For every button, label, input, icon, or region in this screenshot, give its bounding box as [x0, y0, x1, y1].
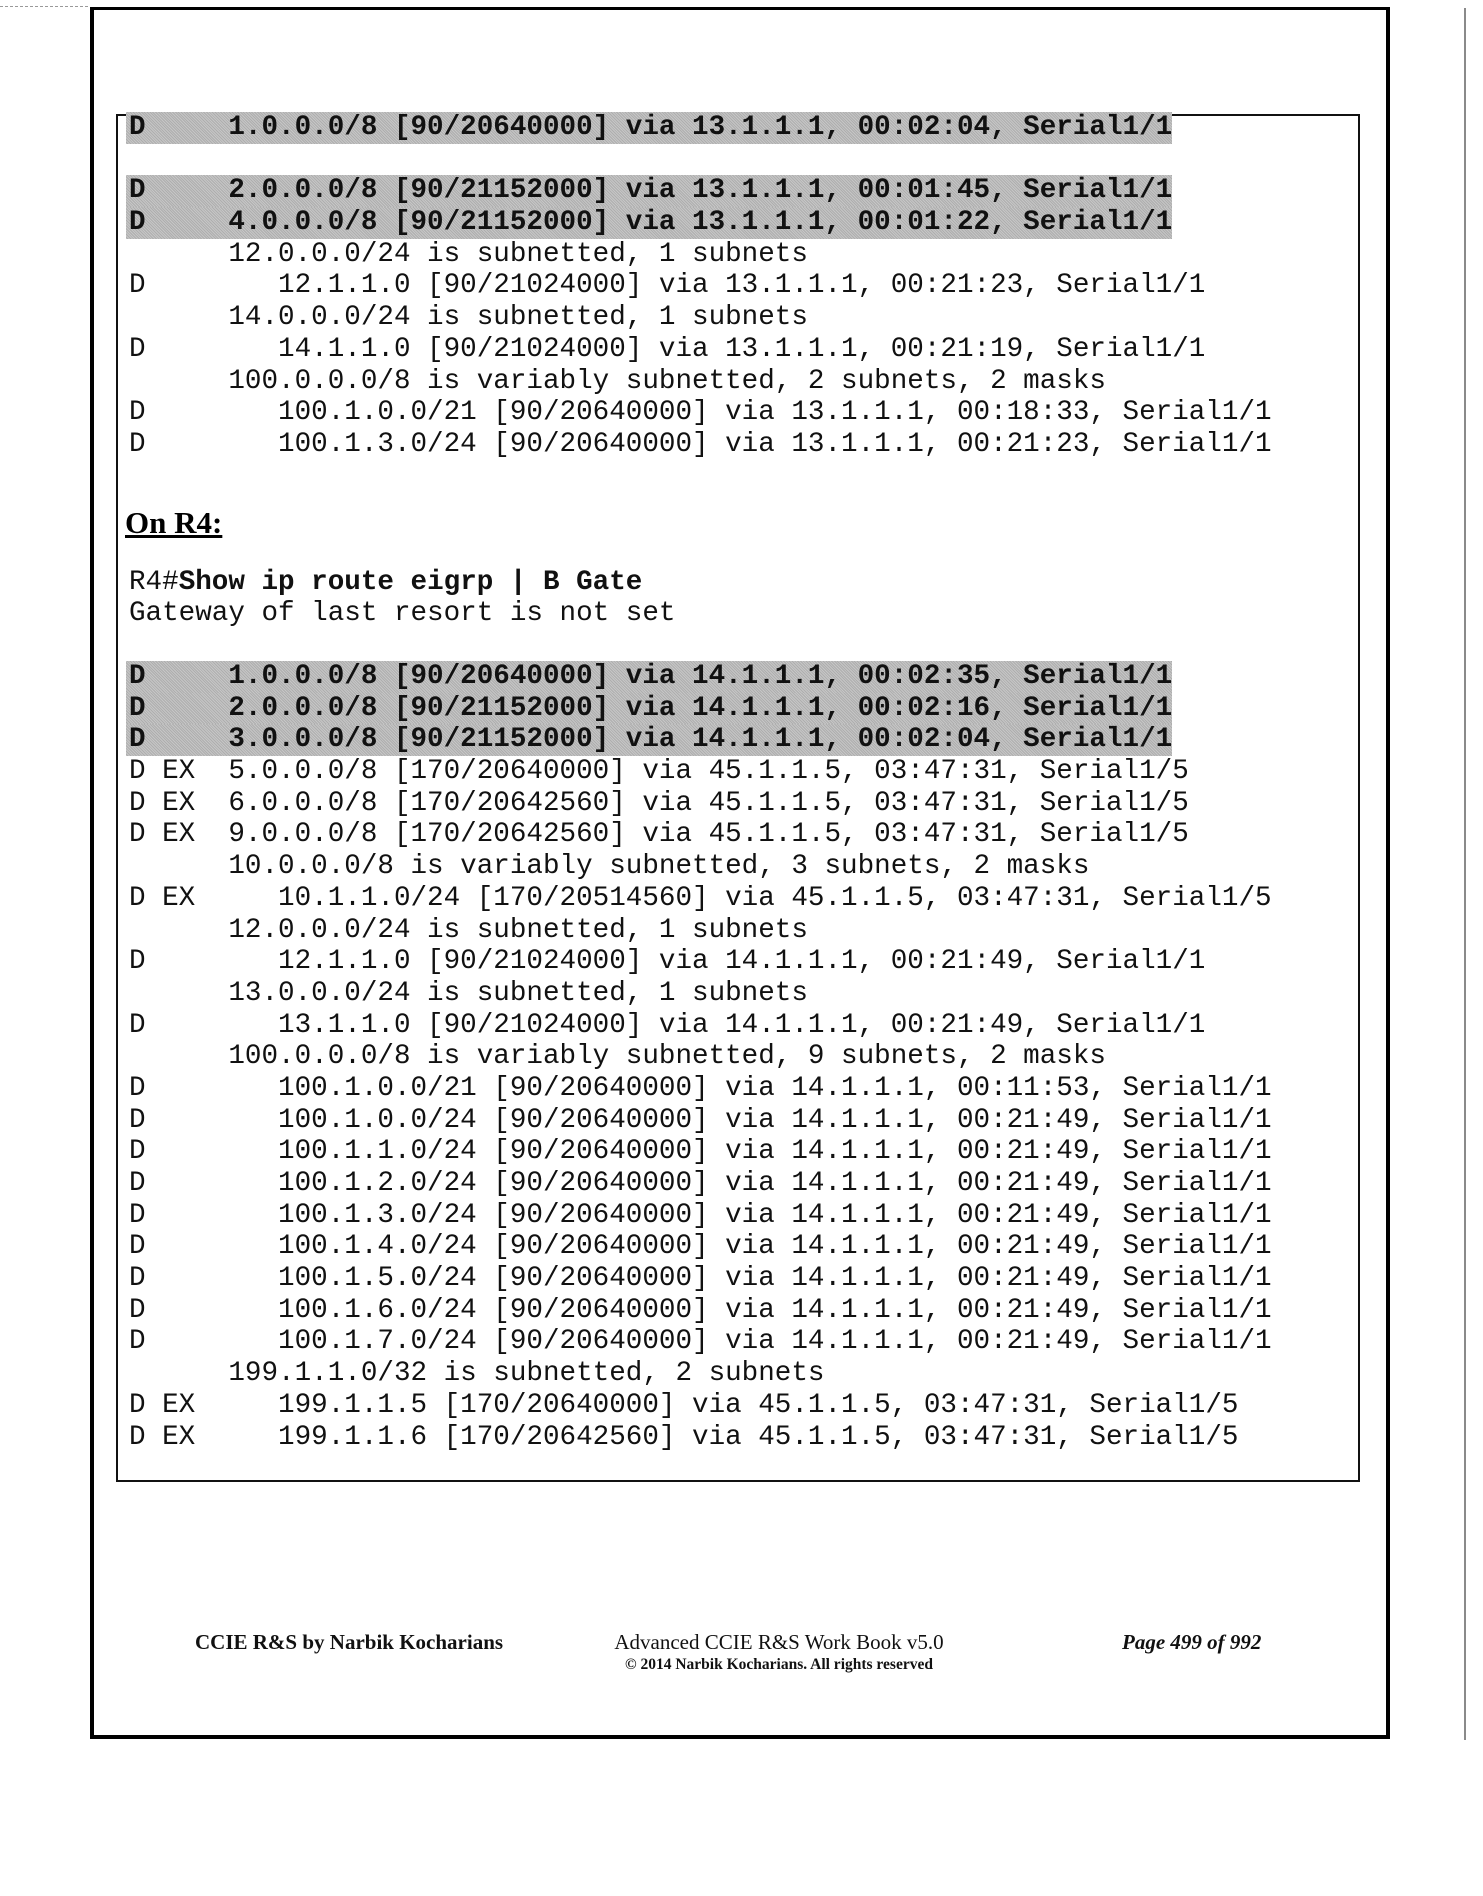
- route-line-text: D 100.1.2.0/24 [90/20640000] via 14.1.1.1, 00:21:49, Serial1/1: [129, 1168, 1272, 1199]
- route-line: [129, 1390, 1272, 1422]
- route-line-text: D 2.0.0.0/8 [90/21152000] via 14.1.1.1, 00:02:16, Serial1/1: [126, 693, 1172, 725]
- route-line: [129, 819, 1272, 851]
- route-line: [129, 334, 1272, 366]
- route-line: [129, 239, 1272, 271]
- route-line: [129, 946, 1272, 978]
- highlighted-route-line: [129, 112, 1272, 144]
- highlighted-route-line: [129, 693, 1272, 725]
- footer-author: CCIE R&S by Narbik Kocharians: [195, 1630, 504, 1654]
- route-line: [129, 1010, 1272, 1042]
- route-line: [129, 397, 1272, 429]
- footer-page-number: Page 499 of 992: [1122, 1630, 1262, 1654]
- route-line-text: 13.0.0.0/24 is subnetted, 1 subnets: [129, 977, 808, 1009]
- route-line-text: 100.0.0.0/8 is variably subnetted, 2 subnets, 2 masks: [129, 365, 1106, 397]
- route-line-text: D 2.0.0.0/8 [90/21152000] via 13.1.1.1, 00:01:45, Serial1/1: [126, 175, 1172, 207]
- route-line: [129, 366, 1272, 398]
- scan-artifact-right: [1464, 8, 1466, 1740]
- route-line-text: D EX 199.1.1.6 [170/20642560] via 45.1.1.5, 03:47:31, Serial1/5: [129, 1421, 1239, 1453]
- route-line: [129, 1105, 1272, 1137]
- route-line-text: D 100.1.4.0/24 [90/20640000] via 14.1.1.1, 00:21:49, Serial1/1: [129, 1231, 1272, 1263]
- route-line: [129, 1358, 1272, 1390]
- footer-book-title: Advanced CCIE R&S Work Book v5.0: [614, 1630, 944, 1654]
- route-line: [129, 915, 1272, 947]
- route-line: [129, 883, 1272, 915]
- route-line-text: D 100.1.5.0/24 [90/20640000] via 14.1.1.1, 00:21:49, Serial1/1: [129, 1263, 1272, 1295]
- route-line-text: D EX 10.1.1.0/24 [170/20514560] via 45.1.1.5, 03:47:31, Serial1/5: [129, 882, 1272, 914]
- route-line-text: D 13.1.1.0 [90/21024000] via 14.1.1.1, 00:21:49, Serial1/1: [129, 1009, 1206, 1041]
- route-line-text: 10.0.0.0/8 is variably subnetted, 3 subnets, 2 masks: [129, 851, 1090, 883]
- route-line: [129, 1326, 1272, 1358]
- route-line-text: D 12.1.1.0 [90/21024000] via 13.1.1.1, 00:21:23, Serial1/1: [129, 270, 1206, 302]
- route-line: [129, 1263, 1272, 1295]
- route-line: [129, 1231, 1272, 1263]
- route-line: [129, 978, 1272, 1010]
- route-line-text: D 12.1.1.0 [90/21024000] via 14.1.1.1, 00:21:49, Serial1/1: [129, 946, 1206, 978]
- route-line-text: D 100.1.7.0/24 [90/20640000] via 14.1.1.1, 00:21:49, Serial1/1: [129, 1326, 1272, 1358]
- route-line: [129, 1168, 1272, 1200]
- route-line: [129, 1136, 1272, 1168]
- cli-prompt: R4#: [129, 567, 179, 598]
- route-line-text: D EX 6.0.0.0/8 [170/20642560] via 45.1.1.5, 03:47:31, Serial1/5: [129, 787, 1189, 819]
- route-line-text: D 100.1.6.0/24 [90/20640000] via 14.1.1.1, 00:21:49, Serial1/1: [129, 1294, 1272, 1326]
- section-heading-r4: On R4:: [125, 505, 223, 540]
- route-line-text: 12.0.0.0/24 is subnetted, 1 subnets: [129, 238, 808, 270]
- route-line-text: D 14.1.1.0 [90/21024000] via 13.1.1.1, 00:21:19, Serial1/1: [129, 333, 1206, 365]
- route-line-text: D 100.1.0.0/21 [90/20640000] via 13.1.1.1, 00:18:33, Serial1/1: [129, 397, 1272, 429]
- route-line-text: D EX 199.1.1.5 [170/20640000] via 45.1.1.5, 03:47:31, Serial1/5: [129, 1389, 1239, 1421]
- route-line: [129, 788, 1272, 820]
- route-line-text: 199.1.1.0/32 is subnetted, 2 subnets: [129, 1358, 825, 1390]
- route-line-text: D 4.0.0.0/8 [90/21152000] via 13.1.1.1, 00:01:22, Serial1/1: [126, 207, 1172, 239]
- route-line: [129, 1041, 1272, 1073]
- route-line-text: 12.0.0.0/24 is subnetted, 1 subnets: [129, 914, 808, 946]
- footer-center: [578, 1630, 980, 1674]
- route-line-text: D 1.0.0.0/8 [90/20640000] via 13.1.1.1, 00:02:04, Serial1/1: [126, 112, 1172, 144]
- route-line: [129, 302, 1272, 334]
- route-line: [129, 1073, 1272, 1105]
- route-line-text: D 100.1.1.0/24 [90/20640000] via 14.1.1.1, 00:21:49, Serial1/1: [129, 1136, 1272, 1168]
- route-line-text: D EX 5.0.0.0/8 [170/20640000] via 45.1.1.5, 03:47:31, Serial1/5: [129, 756, 1189, 788]
- highlighted-route-line: [129, 724, 1272, 756]
- route-line-text: D EX 9.0.0.0/8 [170/20642560] via 45.1.1.5, 03:47:31, Serial1/5: [129, 819, 1189, 851]
- scan-artifact-top: [0, 6, 88, 7]
- route-line-text: 14.0.0.0/24 is subnetted, 1 subnets: [129, 302, 808, 334]
- route-line-text: D 100.1.0.0/21 [90/20640000] via 14.1.1.1, 00:11:53, Serial1/1: [129, 1072, 1272, 1104]
- route-line-text: D 100.1.3.0/24 [90/20640000] via 13.1.1.1, 00:21:23, Serial1/1: [129, 428, 1272, 460]
- highlighted-route-line: [129, 661, 1272, 693]
- gateway-line: Gateway of last resort is not set: [129, 598, 676, 629]
- highlighted-route-line: [129, 175, 1272, 207]
- route-line: [129, 1422, 1272, 1454]
- cli-command: Show ip route eigrp | B Gate: [178, 567, 643, 598]
- footer-copyright: © 2014 Narbik Kocharians. All rights reserved: [625, 1656, 933, 1673]
- route-line: [129, 429, 1272, 461]
- r4-route-output: [129, 661, 1272, 1453]
- route-line: [129, 1295, 1272, 1327]
- route-line: [129, 270, 1272, 302]
- route-line-text: D 100.1.0.0/24 [90/20640000] via 14.1.1.1, 00:21:49, Serial1/1: [129, 1104, 1272, 1136]
- route-line: [129, 756, 1272, 788]
- route-line-text: 100.0.0.0/8 is variably subnetted, 9 subnets, 2 masks: [129, 1041, 1106, 1073]
- blank-line: [129, 144, 1272, 176]
- route-line-text: D 3.0.0.0/8 [90/21152000] via 14.1.1.1, 00:02:04, Serial1/1: [126, 724, 1172, 756]
- r3-route-output: [129, 112, 1272, 461]
- route-line: [129, 851, 1272, 883]
- route-line-text: D 1.0.0.0/8 [90/20640000] via 14.1.1.1, 00:02:35, Serial1/1: [126, 661, 1172, 693]
- route-line-text: D 100.1.3.0/24 [90/20640000] via 14.1.1.1, 00:21:49, Serial1/1: [129, 1199, 1272, 1231]
- r4-command-line: [129, 567, 642, 599]
- highlighted-route-line: [129, 207, 1272, 239]
- route-line: [129, 1200, 1272, 1232]
